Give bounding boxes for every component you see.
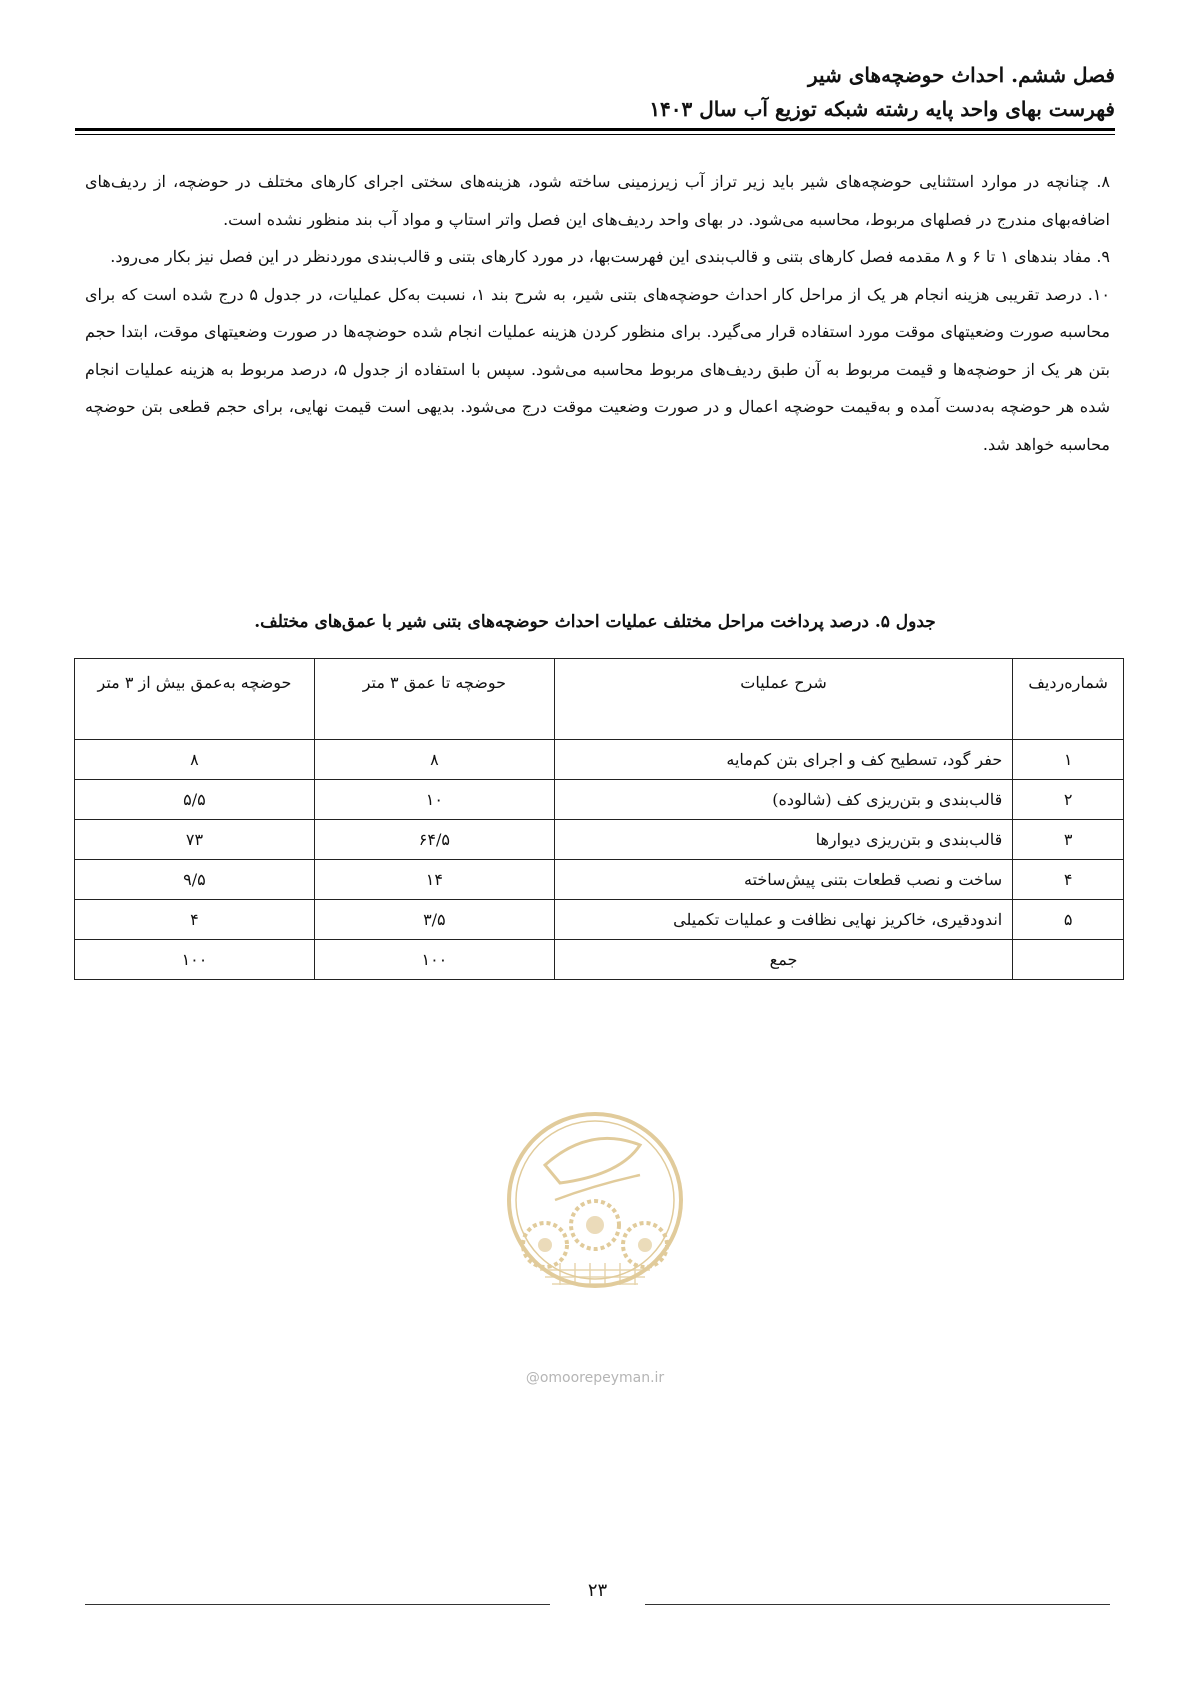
table-caption: جدول ۵. درصد پرداخت مراحل مختلف عملیات احداث حوضچه‌های بتنی شیر با عمق‌های مختلف. — [254, 612, 936, 632]
watermark-logo — [500, 1105, 690, 1375]
chapter-title: فصل ششم. احداث حوضچه‌های شیر — [807, 63, 1115, 87]
page-number: ۲۳ — [587, 1580, 608, 1601]
row-no: ۴ — [1013, 860, 1124, 900]
paragraph-9: ۹. مفاد بندهای ۱ تا ۶ و ۸ مقدمه فصل کارهای بتنی و قالب‌بندی این فهرست‌بها، در مورد کارهای بتنی و قالب‌بندی موردنظر در این فصل نیز بکار می‌رود. — [110, 247, 1110, 266]
total-empty-cell — [1013, 940, 1124, 980]
total-label: جمع — [554, 940, 1012, 980]
table-row — [75, 860, 1124, 900]
paragraph-10: ۱۰. درصد تقریبی هزینه انجام هر یک از مراحل کار احداث حوضچه‌های بتنی شیر، به شرح بند ۱، نسبت به‌کل عملیات، در جدول ۵ درج شده است که برای محاسبه صورت وضعیتهای موقت مورد استفاده قرار می‌گیرد. برای منظور کردن هزینه عملیات انجام شده حوضچه‌ها در صورت وضعیتهای موقت، ابتدا حجم بتن هر یک از حوضچه‌ها و قیمت مربوط به آن طبق ردیف‌های مربوط محاسبه می‌شود. سپس با استفاده از جدول ۵، درصد مربوط به هزینه عملیات انجام شده هر حوضچه به‌دست آمده و به‌قیمت حوضچه اعمال و در صورت وضعیت موقت درج می‌شود. بدیهی است قیمت نهایی، برای حجم قطعی بتن حوضچه محاسبه خواهد شد. — [85, 284, 1111, 454]
row-depth-upto-3: ۸ — [314, 740, 554, 780]
header-row-no: شماره‌ردیف — [1013, 659, 1124, 740]
row-description: حفر گود، تسطیح کف و اجرای بتن کم‌مایه — [554, 740, 1012, 780]
table-row — [75, 780, 1124, 820]
header-description: شرح عملیات — [554, 659, 1012, 740]
header-rule-thick — [75, 128, 1115, 131]
header-depth-upto-3: حوضچه تا عمق ۳ متر — [314, 659, 554, 740]
row-depth-over-3: ۵/۵ — [75, 780, 315, 820]
footer-rule-right — [645, 1604, 1110, 1605]
table-row — [75, 740, 1124, 780]
header-depth-over-3: حوضچه به‌عمق بیش از ۳ متر — [75, 659, 315, 740]
header-rule-thin — [75, 134, 1115, 135]
table-row — [75, 900, 1124, 940]
row-no: ۲ — [1013, 780, 1124, 820]
total-depth-upto-3: ۱۰۰ — [314, 940, 554, 980]
row-no: ۱ — [1013, 740, 1124, 780]
row-depth-upto-3: ۳/۵ — [314, 900, 554, 940]
book-title: فهرست بهای واحد پایه رشته شبکه توزیع آب سال ۱۴۰۳ — [649, 97, 1115, 121]
body-text — [85, 163, 1110, 463]
row-depth-over-3: ۷۳ — [75, 820, 315, 860]
row-depth-upto-3: ۱۴ — [314, 860, 554, 900]
row-depth-upto-3: ۱۰ — [314, 780, 554, 820]
row-description: قالب‌بندی و بتن‌ریزی دیوارها — [554, 820, 1012, 860]
row-description: ساخت و نصب قطعات بتنی پیش‌ساخته — [554, 860, 1012, 900]
row-no: ۳ — [1013, 820, 1124, 860]
row-depth-over-3: ۴ — [75, 900, 315, 940]
total-depth-over-3: ۱۰۰ — [75, 940, 315, 980]
row-depth-upto-3: ۶۴/۵ — [314, 820, 554, 860]
row-description: قالب‌بندی و بتن‌ریزی کف (شالوده) — [554, 780, 1012, 820]
row-depth-over-3: ۸ — [75, 740, 315, 780]
page-header — [75, 58, 1115, 126]
watermark-site: @omoorepeyman.ir — [525, 1370, 665, 1386]
row-no: ۵ — [1013, 900, 1124, 940]
table-total-row — [75, 940, 1124, 980]
row-description: اندودقیری، خاکریز نهایی نظافت و عملیات تکمیلی — [554, 900, 1012, 940]
table-row — [75, 820, 1124, 860]
watermark-seal-icon — [500, 1105, 690, 1375]
footer-rule-left — [85, 1604, 550, 1605]
row-depth-over-3: ۹/۵ — [75, 860, 315, 900]
table-header-row — [75, 659, 1124, 740]
payment-percentage-table — [74, 658, 1124, 980]
paragraph-8: ۸. چنانچه در موارد استثنایی حوضچه‌های شیر باید زیر تراز آب زیرزمینی ساخته شود، هزینه‌های سختی اجرای کارهای مختلف در حوضچه، از ردیف‌های اضافه‌بهای مندرج در فصلهای مربوط، محاسبه می‌شود. در بهای واحد ردیف‌های این فصل واتر استاپ و مواد آب بند منظور نشده است. — [85, 172, 1110, 229]
